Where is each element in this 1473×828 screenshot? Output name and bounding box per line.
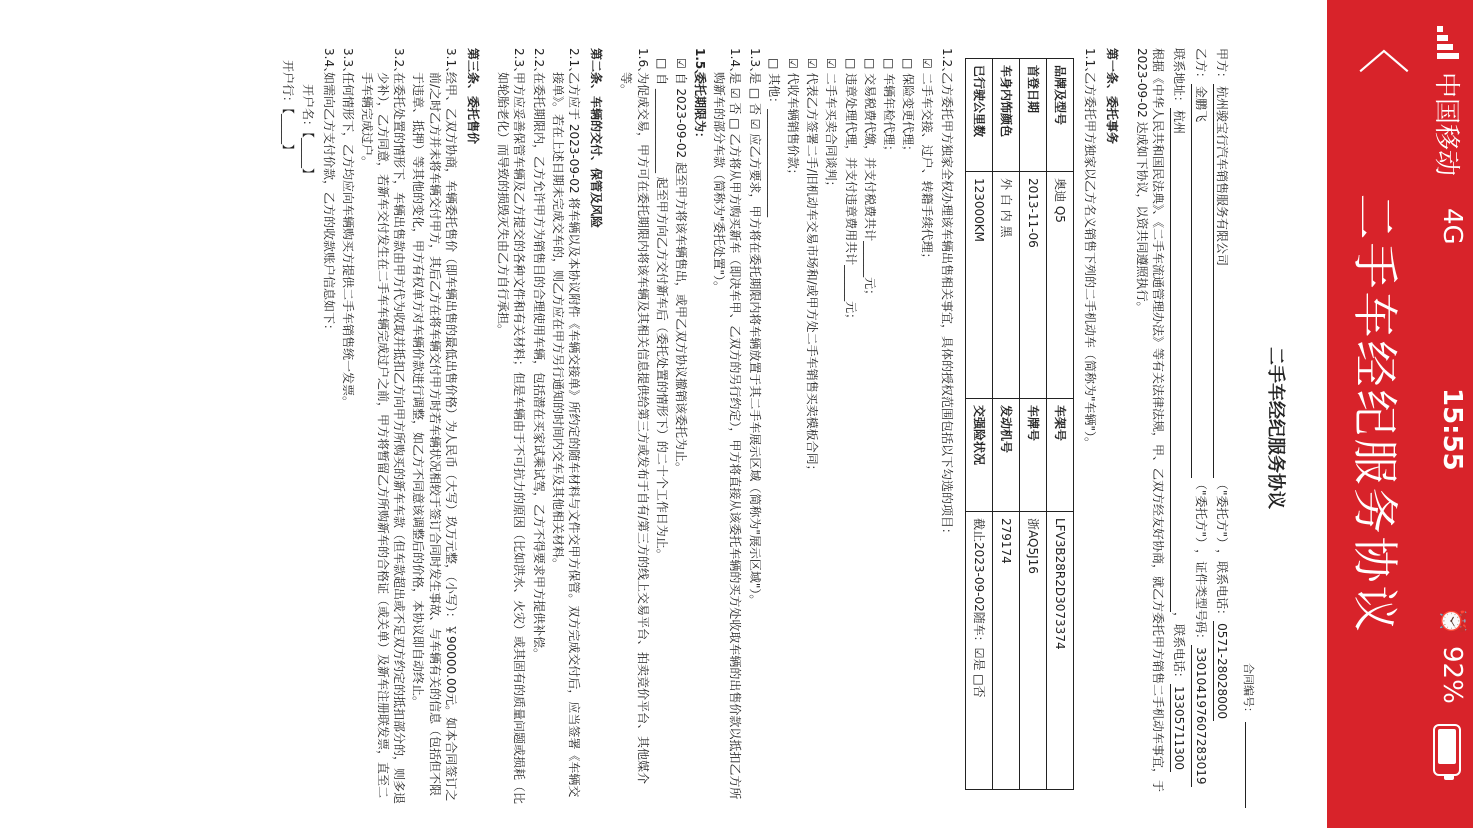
account-name: 开户名：【_____】 [301,84,316,181]
clause-1-6 [618,48,650,808]
document-body [276,48,1327,808]
clause-3-2 [359,48,408,808]
clause-text: 在委托期限内，乙方允许甲方为销售目的合理使用车辆，包括潜在买家试乘试驾，乙方不得要求甲方提供补偿。 [531,72,546,661]
checklist-item: □ 保险变更代理； [901,58,916,158]
checklist-item: ☑ 二手车交接、过户、转籍手续代理； [920,58,935,265]
table-cell: 车身内饰颜色 [992,59,1019,172]
clause-number: 2.1、 [566,48,581,80]
clause-number: 1.5、 [693,48,708,82]
table-cell: 外 白 内 黑 [992,172,1019,399]
carrier-name: 中国移动 [1431,72,1461,177]
party-b-id: 330104197607283019 [1191,645,1208,786]
table-row [1046,59,1073,790]
clause-2-1 [550,48,582,808]
party-a-row [1213,48,1230,808]
clause-1-3 [746,48,762,808]
party-a-alias: （"委托方"） [1214,478,1229,550]
address-value: 杭州 [1170,108,1187,612]
clause-3-1 [410,48,459,808]
clause-text: 为促成交易，甲方可在委托期限内将该车辆及其相关信息提供给第三方或发布于自有/第三方的线上交易平台、拍卖竞价平台、其他媒介等。 [619,72,650,785]
table-cell: 发动机号 [992,399,1019,512]
address-phone: 13305711300 [1170,684,1187,772]
clause-number: 3.3、 [340,48,355,80]
table-cell: 首登日期 [1019,59,1046,172]
table-cell: 车牌号 [1019,399,1046,512]
checklist-item: □ 车辆年检代理； [881,58,896,158]
table-row [992,59,1019,790]
clause-text: 乙方应于 2023-09-02 将车辆以及本协议附件《车辆交接单》所约定的随车材料与文件交甲方保管。双方完成交付后，应当签署《车辆交接单》。若在上述日期未完成交车的，则乙方应在甲方另行通知的时间内交车及其他相关材料。 [550,72,581,798]
article-3-title: 第三条、委托售价 [466,48,481,145]
clause-text: 是 ☑ 否 □ 乙方将从甲方购买新车（即决车甲、乙双方的另行约定），甲方将直接从该委托车辆的买方处收取车辆的出售价款以抵扣乙方所购新车的部分车款（简称为"委托处置"）。 [712,72,743,800]
vehicle-table [965,58,1074,790]
term-option-2: □ 自 ______________ 起至甲方向乙方交付新车后（委托处置的情形下）的二十个工作日为止。 [654,58,669,561]
party-a-phone-label: ，联系电话： [1214,549,1229,622]
party-b-value: 金鹏飞 [1191,84,1208,478]
address-row [1170,48,1187,808]
table-row [965,59,992,790]
clause-1-4 [711,48,743,808]
party-b-id-label: ，证件类型号码： [1193,549,1208,646]
article-1-title: 第一条、委托事务 [1104,48,1119,145]
party-b-label: 乙方： [1193,48,1208,85]
table-cell: 2013-11-06 [1019,172,1046,399]
table-cell: 奥迪 Q5 [1046,172,1073,399]
document-title: 二手车经纪服务协议 [1265,347,1286,509]
table-cell: 车架号 [1046,399,1073,512]
clause-1-1 [1082,48,1098,808]
article-2-title: 第二条、车辆的交付、保管及风险 [589,48,604,229]
address-phone-label: ，联系电话： [1172,612,1187,685]
battery-percent: 92% [1437,646,1467,704]
table-cell: 交强险状况 [965,399,992,512]
table-row [1019,59,1046,790]
app-header [1327,0,1473,828]
checklist-item: ☑ 二手车买卖合同谈判； [824,58,839,193]
checklist-item: ☑ 代表乙方签署二手/旧机动车交易市场和/或甲方处二手车销售买卖模板合同； [805,58,820,477]
clause-2-2 [530,48,546,808]
party-a-phone: 0571-28028000 [1213,621,1230,721]
contract-number-blank [1245,722,1246,808]
alarm-icon: ⏰ [1439,606,1467,636]
table-cell: 123000KM [965,172,992,399]
page-title: 二手车经纪服务协议 [1348,193,1402,635]
checklist-item: □ 其他：__________________ [766,58,781,218]
clause-text: 在委托处置的情形下，车辆出售款由甲方代为收取并抵扣乙方向甲方所购买的新车车款（但车款超出或不足双方约定的抵扣部分的，则多退少补），乙方同意，若新车交付发生在二手车车辆完成过户之前，甲方将暂留乙方所购新车的合格证（或关单）及新车注册联发票，直至二手车辆完成过户。 [359,72,407,805]
clause-text: 是 □ 否 ☑ 应乙方要求，甲方将在委托期限内将车辆放置于其二手车展示区域（简称为"展示区域"）。 [747,72,762,607]
clause-number: 1.4、 [728,48,743,80]
clause-number: 1.3、 [747,48,762,80]
table-cell: LFV3B28R2D3073374 [1046,512,1073,790]
checklist-item: □ 交易税费代缴，并支付税费共计______元； [862,58,877,302]
clause-text: 经甲、乙双方协商，车辆委托售价（即车辆出售的最低出售价格）为人民币（大写）玖万元整，（小写）：￥90000.00元。如本合同签订之前/之时乙方并未将车辆交付甲方，其后乙方在将车辆交付甲方时若车辆状况相较于签订合同时发生事故、与车辆有关的信息（包括但不限于违章、抵押）等其他的变化，甲方有权单方对车辆价款进行调整，如乙方不同意该调整后的价格，本协议即自动终止。 [411,72,458,802]
clause-3-3 [340,48,356,808]
clause-text: 乙方委托甲方独家全权办理该车辆出售相关事宜，具体的授权范围包括以下勾选的项目： [939,72,954,541]
table-cell: 浙AQ5J16 [1019,512,1046,790]
clause-text: 任何情形下，乙方均应向车辆购买方提供二手车销售统一发票。 [340,72,355,409]
battery-tip [1444,776,1454,780]
clause-2-3 [495,48,527,808]
clause-text: 甲方应妥善保管车辆及乙方提交的各种文件和有关材料；但是车辆由于不可抗力的原因（比如洪水、火灾）或其固有的质量问题或损耗（比如轮胎老化）而导致的损毁灭失由乙方自行承担。 [496,72,527,805]
checklist-item: □ 违章处理代理，并支付违章费用共计______元； [843,58,858,326]
contract-number [1240,48,1255,808]
address-label: 联系地址： [1172,48,1187,109]
clause-title: 委托期限为： [693,72,708,145]
battery-icon [1433,724,1461,776]
party-b-row [1191,48,1208,808]
clause-number: 3.4、 [321,48,336,80]
party-a-value: 杭州骏宝行汽车销售服务有限公司 [1213,84,1230,478]
network-type: 4G [1437,208,1467,245]
signal-icon [1437,26,1459,66]
table-cell: 截止2023-09-02随车：☑是 □否 [965,512,992,790]
clause-1-2 [938,48,954,808]
clause-number: 3.1、 [443,48,458,80]
party-a-label: 甲方： [1214,48,1229,85]
clause-text: 乙方委托甲方独家以乙方名义销售下列的二手机动车（简称为"车辆"）。 [1082,72,1097,450]
contract-number-label: 合同编号： [1241,663,1255,718]
clause-1-5 [692,48,708,808]
term-option-1: ☑ 自 2023-09-02 起至甲方将该车辆售出，或甲乙双方协议撤销该委托为止。 [673,58,688,474]
table-cell: 品牌及型号 [1046,59,1073,172]
clause-number: 2.3、 [512,48,527,80]
clause-number: 1.2、 [939,48,954,80]
clause-number: 3.2、 [392,48,407,80]
clock: 15:55 [1437,388,1467,471]
bank-name: 开户行：【_____】 [281,60,296,157]
clause-number: 1.1、 [1082,48,1097,80]
preamble: 根据《中华人民共和国民法典》、《二手车流通管理办法》等有关法律法规，甲、乙双方经友好协商，就乙方委托甲方销售二手机动车事宜，于 2023-09-02 达成如下协议，以资共同遵照执行。 [1135,48,1166,793]
battery-fill [1438,729,1456,764]
clause-3-4 [320,48,336,808]
clause-text: 如需向乙方支付价款，乙方的收款账户信息如下： [321,72,336,337]
party-b-alias: （"委托方"） [1193,478,1208,550]
table-cell: 279174 [992,512,1019,790]
clause-number: 1.6、 [635,48,650,80]
clause-number: 2.2、 [531,48,546,80]
back-button[interactable]: 〈 [1351,22,1411,75]
table-cell: 已行驶公里数 [965,59,992,172]
checklist-item: ☑ 代收车辆销售价款； [786,58,801,181]
